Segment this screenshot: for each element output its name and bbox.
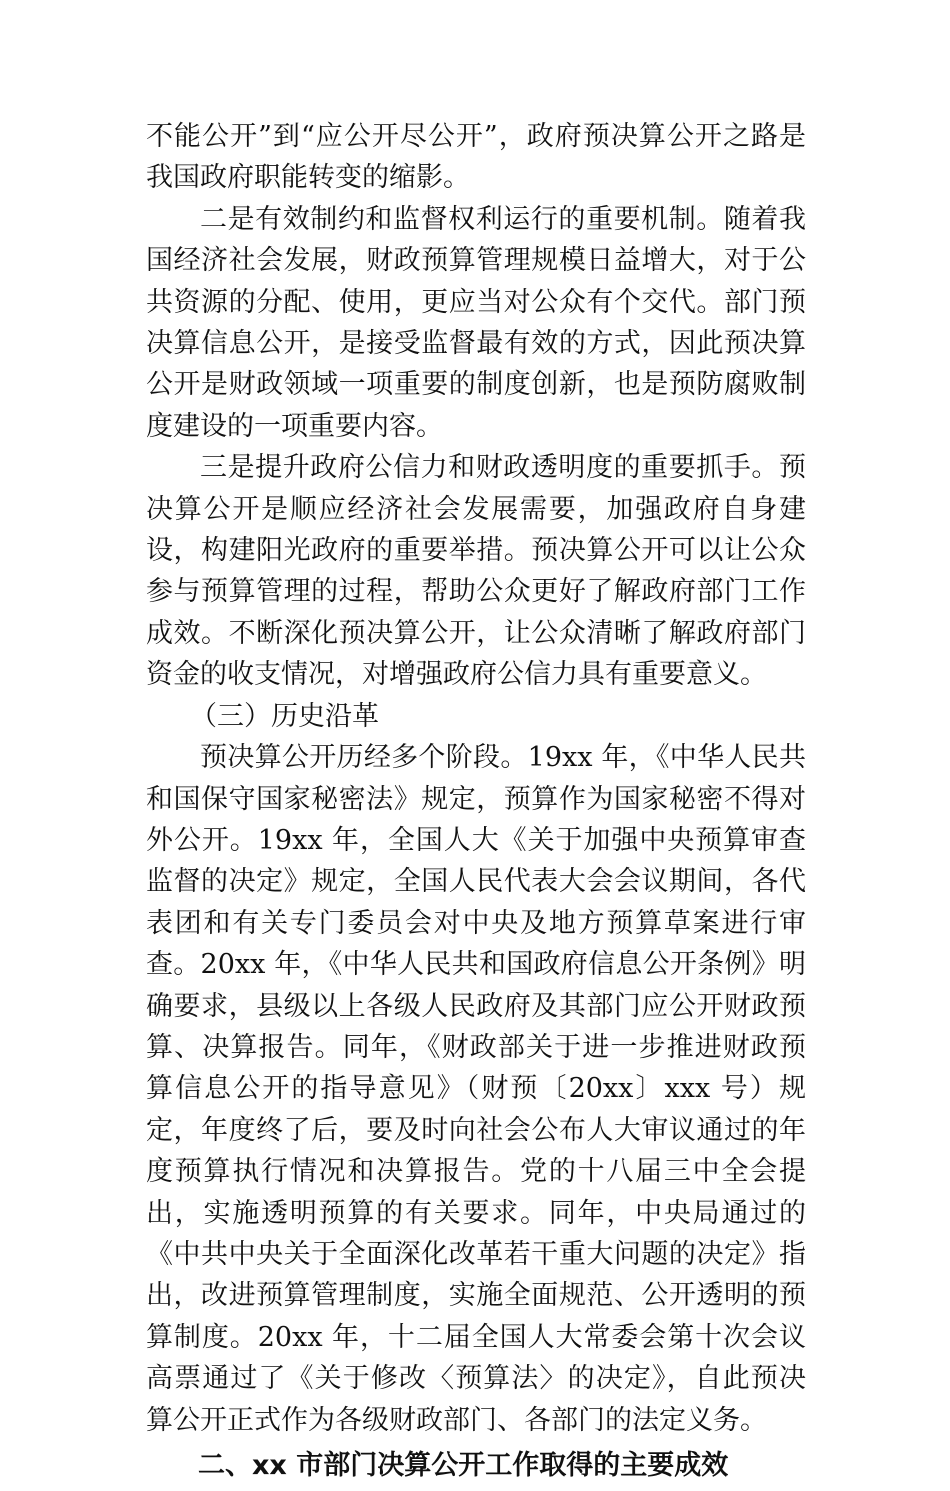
subheading-history: （三）历史沿革: [190, 700, 379, 732]
paragraph-continuation: 不能公开”到“应公开尽公开”，政府预决算公开之路是我国政府职能转变的缩影。: [146, 121, 806, 194]
paragraph-history: 预决算公开历经多个阶段。19xx 年，《中华人民共和国保守国家秘密法》规定，预算作为国家秘密不得对外公开。19xx 年，全国人大《关于加强中央预算审查监督的决定》规定，全国人民代表大会会议期间，各代表团和有关专门委员会对中央及地方预算草案进行审查。20xx 年，《中华人民共和国政府信息公开条例》明确要求，县级以上各级人民政府及其部门应公开财政预算、决算报告。同年，《财政部关于进一步推进财政预算信息公开的指导意见》（财预〔20xx〕xxx 号）规定，年度终了后，要及时向社会公布人大审议通过的年度预算执行情况和决算报告。党的十八届三中全会提出，实施透明预算的有关要求。同年，中央局通过的《中共中央关于全面深化改革若干重大问题的决定》指出，改进预算管理制度，实施全面规范、公开透明的预算制度。20xx 年，十二届全国人大常委会第十次会议高票通过了《关于修改〈预算法〉的决定》，自此预决算公开正式作为各级财政部门、各部门的法定义务。: [146, 742, 806, 1436]
document-page: [146, 116, 806, 1491]
paragraph-credibility-transparency: 三是提升政府公信力和财政透明度的重要抓手。预决算公开是顺应经济社会发展需要，加强政府自身建设，构建阳光政府的重要举措。预决算公开可以让公众参与预算管理的过程，帮助公众更好了解政府部门工作成效。不断深化预决算公开，让公众清晰了解政府部门资金的收支情况，对增强政府公信力具有重要意义。: [146, 452, 806, 691]
section-heading: 二、xx 市部门决算公开工作取得的主要成效: [198, 1450, 729, 1481]
paragraph-supervision-mechanism: 二是有效制约和监督权利运行的重要机制。随着我国经济社会发展，财政预算管理规模日益增大，对于公共资源的分配、使用，更应当对公众有个交代。部门预决算信息公开，是接受监督最有效的方式，因此预决算公开是财政领域一项重要的制度创新，也是预防腐败制度建设的一项重要内容。: [146, 203, 806, 442]
